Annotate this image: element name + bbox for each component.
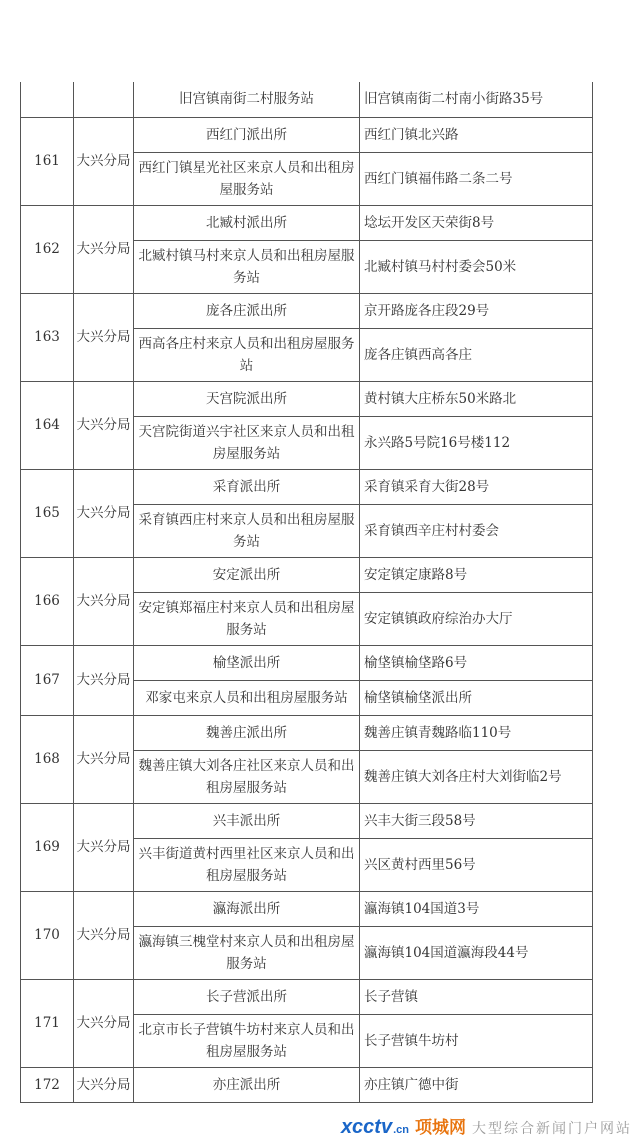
station-address-cell: 黄村镇大庄桥东50米路北 — [360, 381, 593, 416]
bureau-cell: 大兴分局 — [74, 645, 134, 715]
station-name-cell: 邓家屯来京人员和出租房屋服务站 — [134, 680, 360, 715]
station-name-cell: 兴丰街道黄村西里社区来京人员和出租房屋服务站 — [134, 838, 360, 891]
station-name-cell: 西红门镇星光社区来京人员和出租房屋服务站 — [134, 152, 360, 205]
station-name-cell: 瀛海镇三槐堂村来京人员和出租房屋服务站 — [134, 926, 360, 979]
station-name-cell: 西红门派出所 — [134, 117, 360, 152]
station-name-cell: 瀛海派出所 — [134, 891, 360, 926]
bureau-cell — [74, 82, 134, 117]
row-number — [21, 82, 74, 117]
station-address-cell: 兴丰大街三段58号 — [360, 803, 593, 838]
watermark-domain: .cn — [393, 1124, 409, 1136]
station-address-cell: 庞各庄镇西高各庄 — [360, 328, 593, 381]
row-number: 168 — [21, 715, 74, 803]
station-address-cell: 瀛海镇104国道3号 — [360, 891, 593, 926]
station-name-cell: 安定镇郑福庄村来京人员和出租房屋服务站 — [134, 592, 360, 645]
station-name-cell: 天宫院街道兴宇社区来京人员和出租房屋服务站 — [134, 416, 360, 469]
station-name-cell: 西高各庄村来京人员和出租房屋服务站 — [134, 328, 360, 381]
table-row — [21, 979, 593, 1014]
bureau-cell: 大兴分局 — [74, 381, 134, 469]
table-row — [21, 469, 593, 504]
table-row — [21, 1067, 593, 1102]
bureau-cell: 大兴分局 — [74, 117, 134, 205]
row-number: 166 — [21, 557, 74, 645]
station-name-cell: 兴丰派出所 — [134, 803, 360, 838]
table-row — [21, 117, 593, 152]
station-address-cell: 长子营镇 — [360, 979, 593, 1014]
station-name-cell: 庞各庄派出所 — [134, 293, 360, 328]
bureau-cell: 大兴分局 — [74, 803, 134, 891]
station-address-cell: 埝坛开发区天荣街8号 — [360, 205, 593, 240]
bureau-cell: 大兴分局 — [74, 715, 134, 803]
station-address-cell: 瀛海镇104国道瀛海段44号 — [360, 926, 593, 979]
station-address-cell: 西红门镇福伟路二条二号 — [360, 152, 593, 205]
watermark — [341, 1113, 632, 1137]
bureau-cell: 大兴分局 — [74, 293, 134, 381]
station-address-cell: 北臧村镇马村村委会50米 — [360, 240, 593, 293]
row-number: 163 — [21, 293, 74, 381]
station-address-cell: 亦庄镇广德中街 — [360, 1067, 593, 1102]
table-row — [21, 205, 593, 240]
bureau-cell: 大兴分局 — [74, 979, 134, 1067]
table-row — [21, 557, 593, 592]
watermark-logo: xcctv — [340, 1116, 393, 1138]
station-address-cell: 安定镇镇政府综治办大厅 — [360, 592, 593, 645]
station-name-cell: 北臧村派出所 — [134, 205, 360, 240]
station-address-cell: 魏善庄镇青魏路临110号 — [360, 715, 593, 750]
station-name-cell: 旧宫镇南街二村服务站 — [134, 82, 360, 117]
table-row — [21, 715, 593, 750]
station-name-cell: 长子营派出所 — [134, 979, 360, 1014]
station-name-cell: 魏善庄镇大刘各庄社区来京人员和出租房屋服务站 — [134, 750, 360, 803]
station-name-cell: 北京市长子营镇牛坊村来京人员和出租房屋服务站 — [134, 1014, 360, 1067]
station-name-cell: 安定派出所 — [134, 557, 360, 592]
table-row — [21, 803, 593, 838]
bureau-cell: 大兴分局 — [74, 469, 134, 557]
bureau-cell: 大兴分局 — [74, 1067, 134, 1102]
row-number: 167 — [21, 645, 74, 715]
station-address-cell: 榆垡镇榆垡派出所 — [360, 680, 593, 715]
row-number: 165 — [21, 469, 74, 557]
station-address-cell: 旧宫镇南街二村南小街路35号 — [360, 82, 593, 117]
station-address-cell: 安定镇定康路8号 — [360, 557, 593, 592]
bureau-cell: 大兴分局 — [74, 557, 134, 645]
station-name-cell: 天宫院派出所 — [134, 381, 360, 416]
station-name-cell: 采育派出所 — [134, 469, 360, 504]
station-address-cell: 永兴路5号院16号楼112 — [360, 416, 593, 469]
station-name-cell: 采育镇西庄村来京人员和出租房屋服务站 — [134, 504, 360, 557]
station-name-cell: 北臧村镇马村来京人员和出租房屋服务站 — [134, 240, 360, 293]
station-address-cell: 西红门镇北兴路 — [360, 117, 593, 152]
station-address-cell: 魏善庄镇大刘各庄村大刘街临2号 — [360, 750, 593, 803]
station-name-cell: 亦庄派出所 — [134, 1067, 360, 1102]
station-address-cell: 兴区黄村西里56号 — [360, 838, 593, 891]
station-name-cell: 魏善庄派出所 — [134, 715, 360, 750]
row-number: 169 — [21, 803, 74, 891]
table-row — [21, 293, 593, 328]
row-number: 170 — [21, 891, 74, 979]
station-address-cell: 采育镇采育大街28号 — [360, 469, 593, 504]
row-number: 172 — [21, 1067, 74, 1102]
station-address-cell: 长子营镇牛坊村 — [360, 1014, 593, 1067]
bureau-cell: 大兴分局 — [74, 891, 134, 979]
table-row — [21, 891, 593, 926]
row-number: 162 — [21, 205, 74, 293]
table-row — [21, 82, 593, 117]
station-address-cell: 采育镇西辛庄村村委会 — [360, 504, 593, 557]
station-name-cell: 榆垡派出所 — [134, 645, 360, 680]
station-address-cell: 京开路庞各庄段29号 — [360, 293, 593, 328]
table-row — [21, 381, 593, 416]
station-address-cell: 榆垡镇榆垡路6号 — [360, 645, 593, 680]
watermark-brand: 项城网 — [415, 1118, 466, 1138]
bureau-cell: 大兴分局 — [74, 205, 134, 293]
police-station-table — [20, 82, 593, 1103]
row-number: 161 — [21, 117, 74, 205]
row-number: 164 — [21, 381, 74, 469]
table-row — [21, 645, 593, 680]
row-number: 171 — [21, 979, 74, 1067]
watermark-slogan: 大型综合新闻门户网站 — [472, 1121, 632, 1137]
